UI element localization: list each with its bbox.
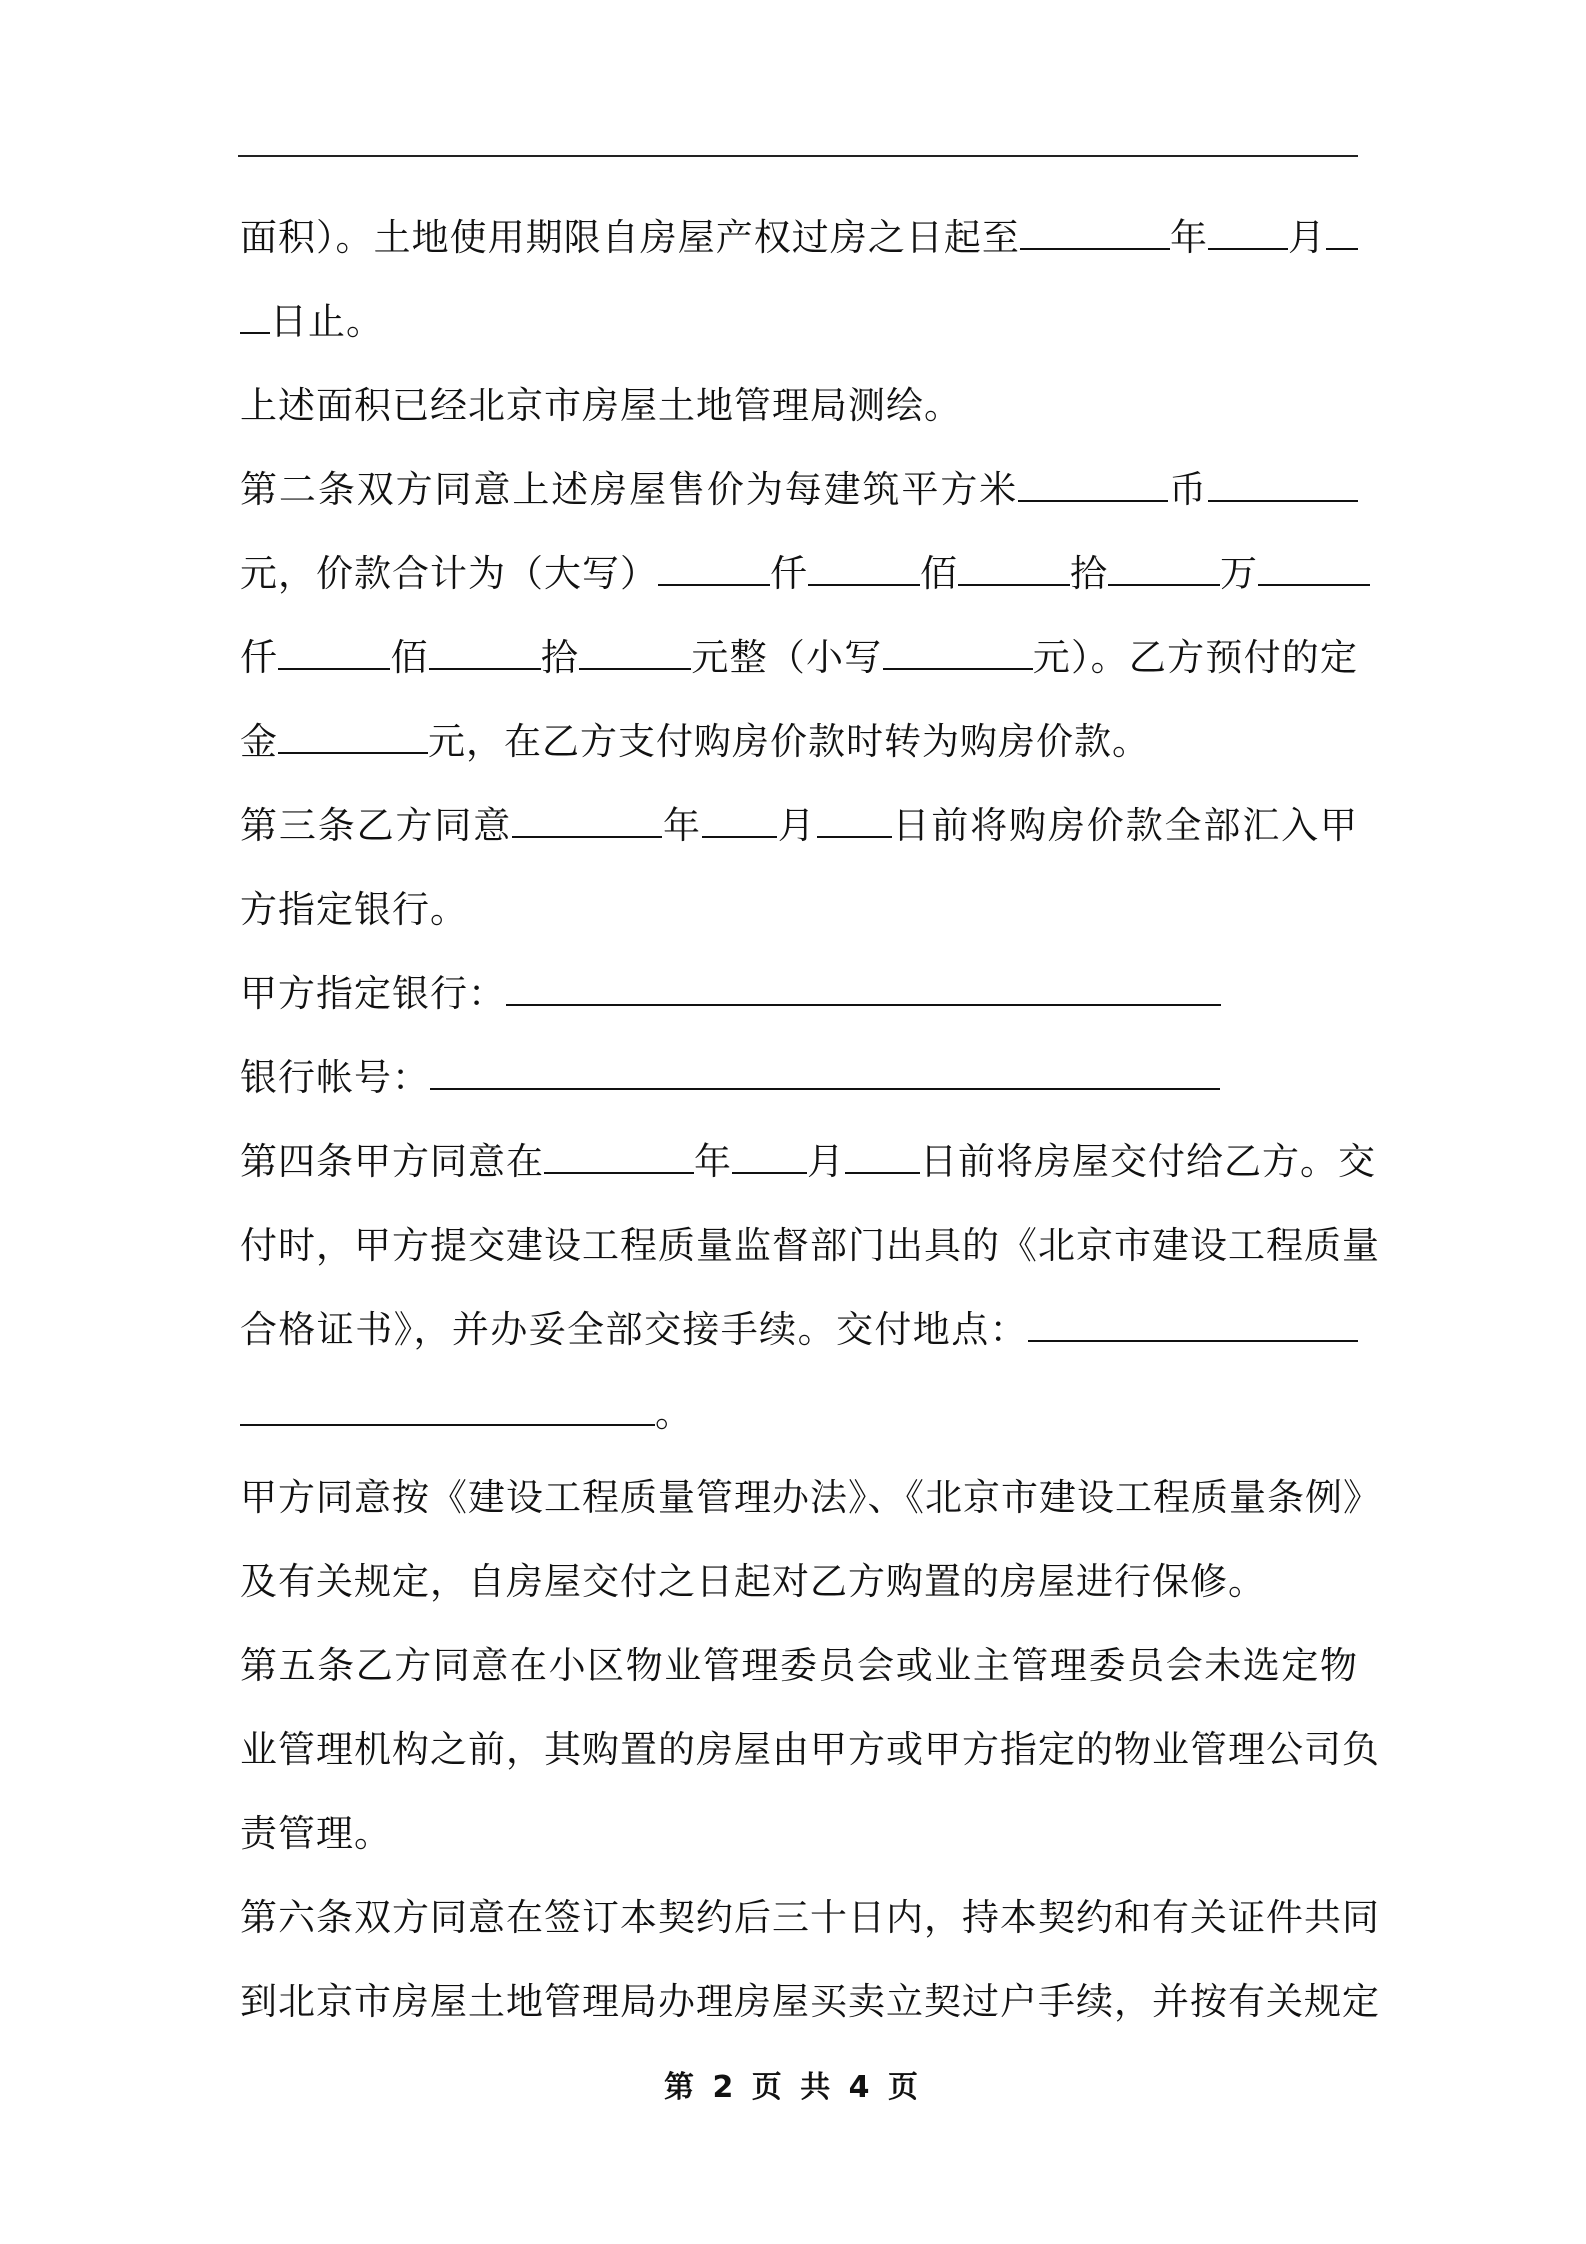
line-14: 合格证书》，并办妥全部交接手续。交付地点： [240,1288,1358,1372]
line-22: 到北京市房屋土地管理局办理房屋买卖立契过户手续，并按有关规定 [240,1980,1380,2023]
delivery-place-blank [1028,1310,1358,1342]
day-blank-cont [240,302,270,334]
amount-shi2-blank [429,638,541,670]
line-16: 甲方同意按《建设工程质量管理办法》、《北京市建设工程质量条例》 [240,1476,1381,1519]
line-1: 面积）。土地使用期限自房屋产权过房之日起至 年 月 [240,196,1358,280]
line-9: 方指定银行。 [240,888,468,931]
amount-small-blank [883,638,1033,670]
amount-yuan-blank [579,638,691,670]
amount-qian2-blank [1258,554,1370,586]
bank-name-blank [506,974,1221,1006]
delivery-month-blank [732,1142,807,1174]
currency-blank [1208,470,1358,502]
line-2: 日止。 [240,280,1358,364]
pay-year-blank [512,806,662,838]
line-18: 第五条乙方同意在小区物业管理委员会或业主管理委员会未选定物 [240,1644,1358,1687]
line-12: 第四条甲方同意在 年 月 日前将房屋交付给乙方。交 [240,1140,1376,1183]
line-11: 银行帐号： [240,1036,1358,1120]
bank-account-blank [430,1058,1220,1090]
line-10: 甲方指定银行： [240,952,1358,1036]
amount-qian-blank [658,554,770,586]
unit-price-blank [1018,470,1168,502]
line-21: 第六条双方同意在签订本契约后三十日内，持本契约和有关证件共同 [240,1896,1380,1939]
month-blank [1208,218,1288,250]
deposit-blank [278,722,428,754]
delivery-year-blank [544,1142,694,1174]
amount-wan-blank [1108,554,1220,586]
line-5: 元，价款合计为（大写） 仟 佰 拾 万 [240,532,1358,616]
line-20: 责管理。 [240,1812,392,1855]
line-6: 仟 佰 拾 元整（小写 元）。乙方预付的定 [240,636,1359,679]
amount-bai-blank [808,554,920,586]
pay-day-blank [817,806,892,838]
amount-bai2-blank [278,638,390,670]
delivery-day-blank [845,1142,920,1174]
contract-body [240,196,1381,2044]
amount-shi-blank [958,554,1070,586]
page-number: 第 2 页 共 4 页 [664,2070,922,2105]
line-13: 付时，甲方提交建设工程质量监督部门出具的《北京市建设工程质量 [240,1224,1380,1267]
header-rule [238,155,1358,157]
line-3: 上述面积已经北京市房屋土地管理局测绘。 [240,384,962,427]
year-blank [1020,218,1170,250]
line-17: 及有关规定，自房屋交付之日起对乙方购置的房屋进行保修。 [240,1560,1266,1603]
line-7: 金 元，在乙方支付购房价款时转为购房价款。 [240,720,1150,763]
day-blank [1326,218,1358,250]
line-19: 业管理机构之前，其购置的房屋由甲方或甲方指定的物业管理公司负 [240,1728,1380,1771]
line-15: 。 [240,1372,1358,1456]
line-8: 第三条乙方同意 年 月 日前将购房价款全部汇入甲 [240,804,1359,847]
line-4: 第二条双方同意上述房屋售价为每建筑平方米 币 [240,448,1358,532]
pay-month-blank [702,806,777,838]
delivery-place-blank-cont [240,1394,655,1426]
